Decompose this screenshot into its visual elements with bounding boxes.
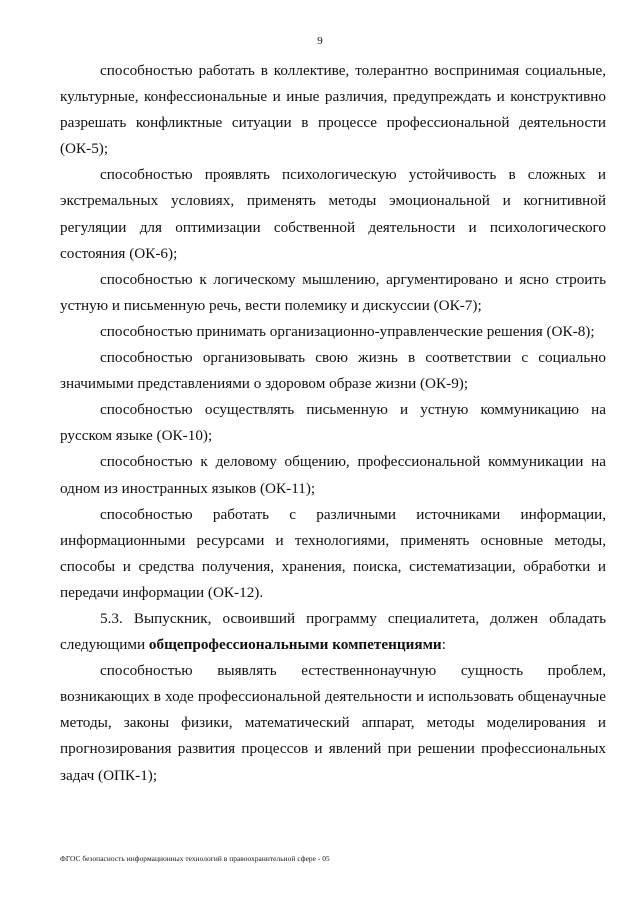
competence-ok-9: способностью организовывать свою жизнь в соответствии с социально значимыми представлениями о здоровом образе жизни (ОК-9); [60,349,606,393]
section-5-3 [60,606,606,658]
competence-opk-1: способностью выявлять естественнонаучную сущность проблем, возникающих в ходе профессиональной деятельности и использовать общенаучные методы, законы физики, математический аппарат, методы моделирования и прогнозирования развития процессов и явлений при решении профессиональных задач (ОПК-1); [60,662,606,784]
section-5-3-lead: 5.3. Выпускник, освоивший программу специалитета, должен обладать следующими [60,609,606,654]
competence-ok-10: способностью осуществлять письменную и устную коммуникацию на русском языке (ОК-10); [60,401,606,445]
competence-ok-8: способностью принимать организационно-управленческие решения (ОК-8); [100,322,595,340]
competence-ok-7: способностью к логическому мышлению, аргументировано и ясно строить устную и письменную речь, вести полемику и дискуссии (ОК-7); [60,270,606,314]
competence-ok-12: способностью работать с различными источниками информации, информационными ресурсами и технологиями, применять основные методы, способы и средства получения, хранения, поиска, систематизации, обработки и передачи информации (ОК-12). [60,505,606,601]
section-5-3-bold: общепрофессиональными компетенциями [148,636,442,654]
competence-ok-5: способностью работать в коллективе, толерантно воспринимая социальные, культурные, конфессиональные и иные различия, предупреждать и конструктивно разрешать конфликтные ситуации в процессе профессиональной деятельности (ОК-5); [60,62,606,158]
competence-ok-11: способностью к деловому общению, профессиональной коммуникации на одном из иностранных языков (ОК-11); [60,453,606,497]
section-5-3-tail: : [441,636,446,654]
competence-ok-6: способностью проявлять психологическую устойчивость в сложных и экстремальных условиях, применять методы эмоциональной и когнитивной регуляции для оптимизации собственной деятельности и психологического состояния (ОК-6); [60,166,606,262]
document-body [60,58,606,789]
page-number: 9 [317,35,323,47]
page-footer: ФГОС безопасность информационных технологий в правоохранительной сфере - 05 [60,854,330,863]
